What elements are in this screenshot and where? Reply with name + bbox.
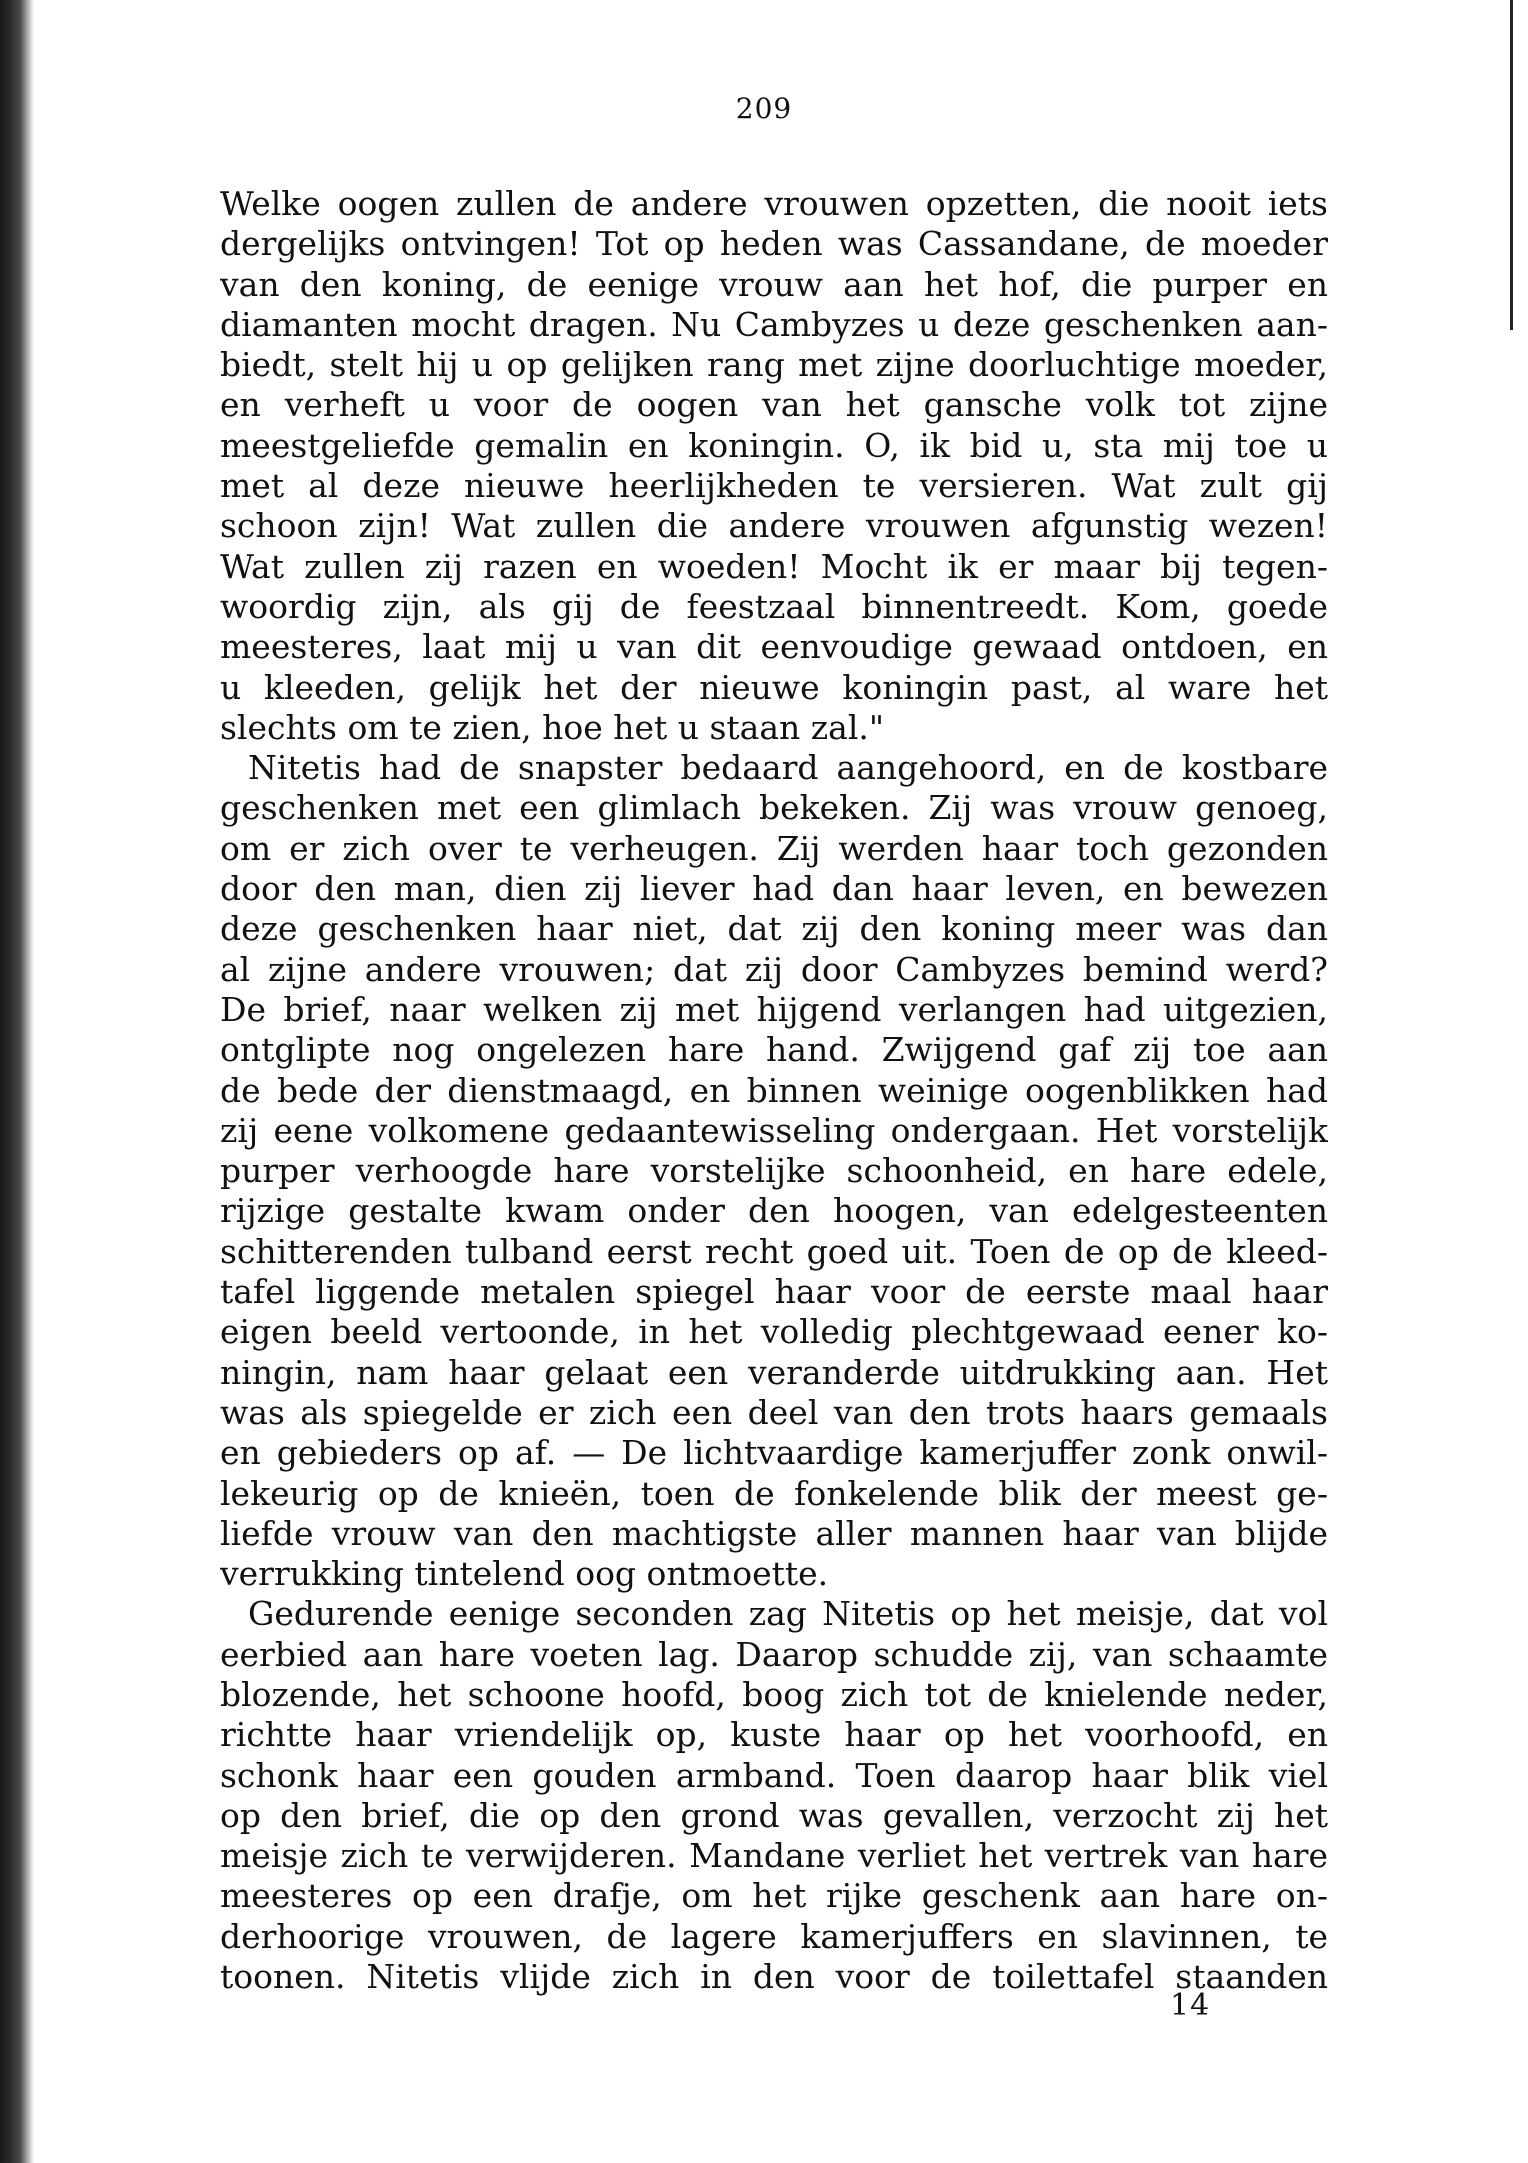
text-line: meisje zich te verwijderen. Mandane verliet het vertrek van hare: [220, 1836, 1328, 1876]
body-text: [220, 184, 1328, 1997]
text-line: deze geschenken haar niet, dat zij den koning meer was dan: [220, 909, 1328, 949]
page-edge-rule: [1510, 0, 1513, 330]
text-line: dergelijks ontvingen! Tot op heden was Cassandane, de moeder: [220, 224, 1328, 264]
text-line: tafel liggende metalen spiegel haar voor de eerste maal haar: [220, 1272, 1328, 1312]
text-line: ningin, nam haar gelaat een veranderde uitdrukking aan. Het: [220, 1352, 1328, 1392]
text-line: op den brief, die op den grond was gevallen, verzocht zij het: [220, 1795, 1328, 1835]
text-line: om er zich over te verheugen. Zij werden haar toch gezonden: [220, 828, 1328, 868]
text-line: toonen. Nitetis vlijde zich in den voor de toilettafel staanden: [220, 1957, 1328, 1997]
text-line: de bede der dienstmaagd, en binnen weinige oogenblikken had: [220, 1070, 1328, 1110]
text-line: blozende, het schoone hoofd, boog zich tot de knielende neder,: [220, 1674, 1328, 1714]
text-line: en verheft u voor de oogen van het gansche volk tot zijne: [220, 385, 1328, 425]
text-line: al zijne andere vrouwen; dat zij door Cambyzes bemind werd?: [220, 949, 1328, 989]
signature-mark: 14: [1170, 1988, 1211, 2023]
text-line: door den man, dien zij liever had dan haar leven, en bewezen: [220, 869, 1328, 909]
text-line: geschenken met een glimlach bekeken. Zij was vrouw genoeg,: [220, 788, 1328, 828]
text-line: liefde vrouw van den machtigste aller mannen haar van blijde: [220, 1513, 1328, 1553]
text-line: meesteres op een drafje, om het rijke geschenk aan hare on-: [220, 1876, 1328, 1916]
text-line: slechts om te zien, hoe het u staan zal.": [220, 707, 885, 747]
text-line: lekeurig op de knieën, toen de fonkelende blik der meest ge-: [220, 1473, 1328, 1513]
text-line: Gedurende eenige seconden zag Nitetis op het meisje, dat vol: [248, 1594, 1328, 1634]
text-line: Nitetis had de snapster bedaard aangehoord, en de kostbare: [248, 748, 1328, 788]
text-line: woordig zijn, als gij de feestzaal binnentreedt. Kom, goede: [220, 586, 1328, 626]
text-line: derhoorige vrouwen, de lagere kamerjuffers en slavinnen, te: [220, 1916, 1328, 1956]
text-line: schitterenden tulband eerst recht goed uit. Toen de op de kleed-: [220, 1231, 1328, 1271]
page-number: 209: [735, 92, 793, 125]
text-line: van den koning, de eenige vrouw aan het hof, die purper en: [220, 264, 1328, 304]
text-line: en gebieders op af. — De lichtvaardige kamerjuffer zonk onwil-: [220, 1433, 1328, 1473]
text-line: biedt, stelt hij u op gelijken rang met zijne doorluchtige moeder,: [220, 345, 1328, 385]
text-line: purper verhoogde hare vorstelijke schoonheid, en hare edele,: [220, 1151, 1328, 1191]
text-line: eerbied aan hare voeten lag. Daarop schudde zij, van schaamte: [220, 1634, 1328, 1674]
text-line: met al deze nieuwe heerlijkheden te versieren. Wat zult gij: [220, 466, 1328, 506]
text-line: rijzige gestalte kwam onder den hoogen, van edelgesteenten: [220, 1191, 1328, 1231]
page-binding-edge: [0, 0, 34, 2163]
text-line: ontglipte nog ongelezen hare hand. Zwijgend gaf zij toe aan: [220, 1030, 1328, 1070]
text-line: Welke oogen zullen de andere vrouwen opzetten, die nooit iets: [220, 184, 1328, 223]
text-line: meesteres, laat mij u van dit eenvoudige gewaad ontdoen, en: [220, 627, 1328, 667]
text-line: schonk haar een gouden armband. Toen daarop haar blik viel: [220, 1755, 1328, 1795]
text-line: was als spiegelde er zich een deel van den trots haars gemaals: [220, 1392, 1328, 1432]
text-line: verrukking tintelend oog ontmoette.: [220, 1554, 829, 1594]
text-line: De brief, naar welken zij met hijgend verlangen had uitgezien,: [220, 989, 1328, 1029]
text-line: eigen beeld vertoonde, in het volledig plechtgewaad eener ko-: [220, 1312, 1328, 1352]
text-line: zij eene volkomene gedaantewisseling ondergaan. Het vorstelijk: [220, 1110, 1328, 1150]
text-line: Wat zullen zij razen en woeden! Mocht ik er maar bij tegen-: [220, 546, 1328, 586]
text-line: u kleeden, gelijk het der nieuwe koningin past, al ware het: [220, 667, 1328, 707]
text-line: diamanten mocht dragen. Nu Cambyzes u deze geschenken aan-: [220, 304, 1328, 344]
text-line: meestgeliefde gemalin en koningin. O, ik bid u, sta mij toe u: [220, 425, 1328, 465]
text-line: schoon zijn! Wat zullen die andere vrouwen afgunstig wezen!: [220, 506, 1328, 546]
text-line: richtte haar vriendelijk op, kuste haar op het voorhoofd, en: [220, 1715, 1328, 1755]
